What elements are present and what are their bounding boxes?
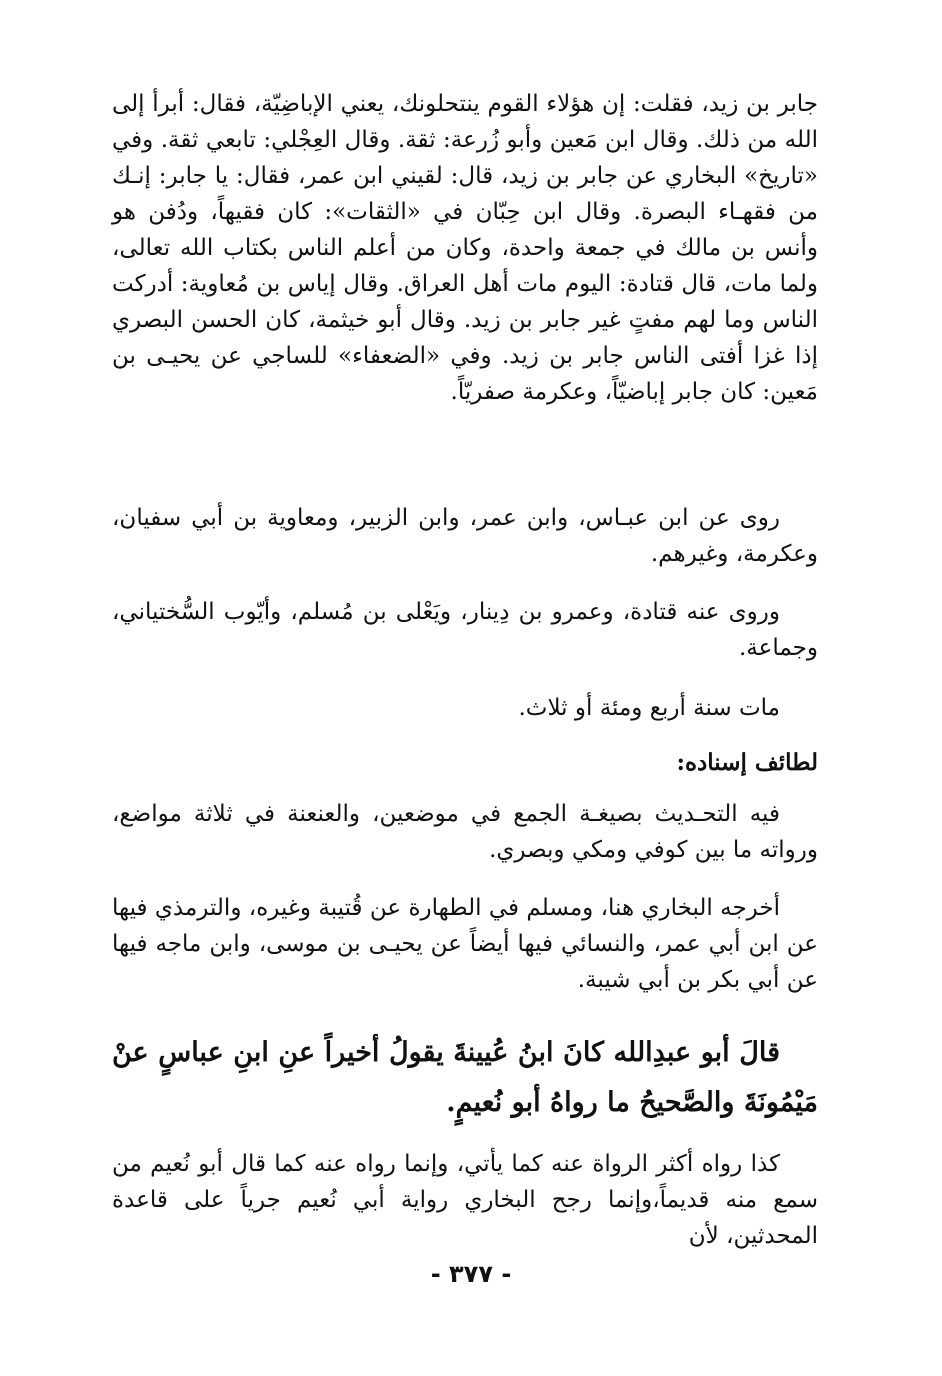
paragraph-death-year: مات سنة أربع ومئة أو ثلاث. (518, 695, 780, 721)
page-number: - ٣٧٧ - (430, 1260, 512, 1288)
paragraph-jabir-biography: جابر بن زيد، فقلت: إن هؤلاء القوم ينتحلونك، يعني الإباضِيّة، فقال: أبرأ إلى الله من ذلك. وقال ابن مَعين وأبو زُرعة: ثقة. وقال العِجْلي: تابعي ثقة. وفي «تاريخ» البخاري عن جابر بن زيد، قال: لقيني ابن عمر، فقال: يا جابر: إنـك من فقهـاء البصرة. وقال ابن حِبّان في «الثقات»: كان فقيهاً، ودُفن هو وأنس بن مالك في جمعة واحدة، وكان من أعلم الناس بكتاب الله تعالى، ولما مات، قال قتادة: اليوم مات أهل العراق. وقال إياس بن مُعاوية: أدركت الناس وما لهم مفتٍ غير جابر بن زيد. وقال أبو خيثمة، كان الحسن البصري إذا غزا أفتى الناس جابر بن زيد. وفي «الضعفاء» للساجي عن يحيـى بن مَعين: كان جابر إباضيّاً، وعكرمة صفريّاً. (112, 91, 818, 405)
section-heading-isnad: لطائف إسناده: (676, 749, 818, 776)
hadith-text: قالَ أبو عبدِالله كانَ ابنُ عُيينةَ يقولُ أخيراً عنِ ابنِ عباسٍ عنْ مَيْمُونَةَ والصَّحيحُ ما رواهُ أبو نُعيمٍ. (112, 1037, 818, 1118)
paragraph-takhrij: أخرجه البخاري هنا، ومسلم في الطهارة عن قُتيبة وغيره، والترمذي فيها عن ابن أبي عمر، والنسائي فيها أيضاً عن يحيـى بن موسى، وابن ماجه فيها عن أبي بكر بن أبي شيبة. (112, 895, 818, 993)
paragraph-narrated-from: روى عن ابن عبـاس، وابن عمر، وابن الزبير، ومعاوية بن أبي سفيان، وعكرمة، وغيرهم. (112, 505, 818, 567)
paragraph-commentary: كذا رواه أكثر الرواة عنه كما يأتي، وإنما رواه عنه كما قال أبو نُعيم من سمع منه قديماً،وإنما رجح البخاري رواية أبي نُعيم جرياً على قاعدة المحدثين، لأن (112, 1151, 818, 1249)
paragraph-narrated-by: وروى عنه قتادة، وعمرو بن دِينار، ويَعْلى بن مُسلم، وأيّوب السُّختياني، وجماعة. (112, 599, 818, 661)
paragraph-tahdith: فيه التحـديث بصيغـة الجمع في موضعين، والعنعنة في ثلاثة مواضع، ورواته ما بين كوفي ومكي وبصري. (112, 801, 818, 863)
